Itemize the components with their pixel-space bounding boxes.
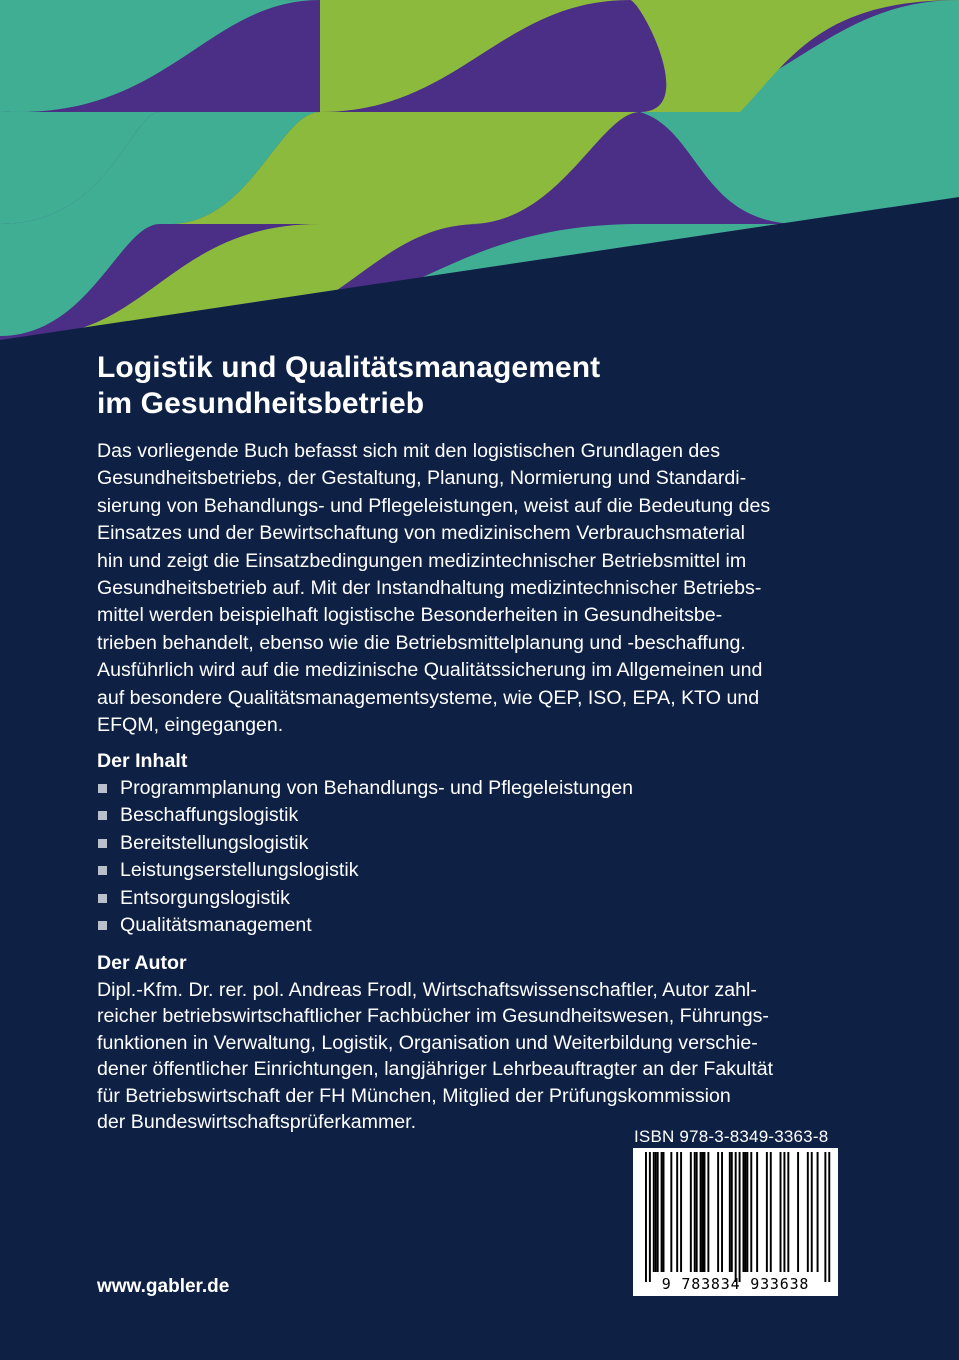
barcode-bar: [807, 1152, 809, 1272]
description-line: Gesundheitsbetriebs, der Gestaltung, Planung, Normierung und Standardi-: [97, 467, 747, 490]
barcode-bar: [783, 1152, 785, 1272]
contents-list-item: Qualitätsmanagement: [97, 912, 633, 939]
description-line: sierung von Behandlungs- und Pflegeleistungen, weist auf die Bedeutung des: [97, 494, 771, 517]
book-title: [97, 350, 600, 422]
barcode-bar: [731, 1152, 733, 1272]
author-bio-line: funktionen in Verwaltung, Logistik, Organisation und Weiterbildung verschie-: [97, 1031, 758, 1054]
barcode-bar: [743, 1152, 745, 1272]
description-line: trieben behandelt, ebenso wie die Betriebsmittelplanung und -beschaffung.: [97, 631, 746, 654]
barcode-bar: [661, 1152, 663, 1272]
barcode-digits: 9 783834 933638: [661, 1275, 810, 1293]
description-line: Gesundheitsbetrieb auf. Mit der Instandhaltung medizintechnischer Betriebs-: [97, 577, 762, 600]
book-title-line-1: Logistik und Qualitätsmanagement: [97, 351, 601, 384]
barcode-bar: [787, 1152, 789, 1272]
contents-heading: Der Inhalt: [97, 750, 188, 772]
barcode-bar: [676, 1152, 678, 1272]
barcode-bar: [690, 1152, 692, 1272]
contents-list-item: Beschaffungslogistik: [97, 802, 633, 829]
description-line: Einsatzes und der Bewirtschaftung von medizinischem Verbrauchsmaterial: [97, 522, 745, 545]
barcode-bar: [653, 1152, 655, 1272]
contents-list-item: Programmplanung von Behandlungs- und Pflegeleistungen: [97, 775, 633, 802]
barcode-bar: [680, 1152, 682, 1272]
barcode-bar: [744, 1152, 746, 1272]
barcode-bar: [750, 1152, 752, 1272]
barcode-bars: [633, 1148, 838, 1296]
barcode-bar: [766, 1152, 768, 1272]
barcode-bar: [746, 1152, 748, 1272]
isbn-barcode: [633, 1148, 838, 1296]
barcode-bar: [657, 1152, 659, 1272]
barcode-bar: [817, 1152, 819, 1272]
isbn-label: ISBN 978-3-8349-3363-8: [634, 1127, 829, 1146]
book-description: [97, 438, 877, 739]
description-line: mittel werden beispielhaft logistische Besonderheiten in Gesundheitsbe-: [97, 604, 723, 627]
book-title-line-2: im Gesundheitsbetrieb: [97, 387, 425, 420]
barcode-bar: [704, 1152, 706, 1272]
barcode-bar: [811, 1152, 813, 1272]
barcode-bar: [700, 1152, 702, 1272]
description-line: Das vorliegende Buch befasst sich mit den logistischen Grundlagen des: [97, 440, 721, 462]
description-line: EFQM, eingegangen.: [97, 714, 284, 737]
author-bio-line: reicher betriebswirtschaftlicher Fachbücher im Gesundheitswesen, Führungs-: [97, 1005, 769, 1028]
author-heading: Der Autor: [97, 952, 187, 974]
contents-list-item: Entsorgungslogistik: [97, 885, 633, 912]
barcode-bar: [756, 1152, 758, 1272]
barcode-bar: [717, 1152, 719, 1272]
publisher-website: www.gabler.de: [97, 1276, 230, 1297]
barcode-bar: [702, 1152, 704, 1272]
author-bio-line: dener öffentlicher Einrichtungen, langjähriger Lehrbeauftragter an der Fakultät: [97, 1058, 774, 1081]
contents-list-item: Bereitstellungslogistik: [97, 830, 633, 857]
barcode-bar: [797, 1152, 799, 1272]
barcode-bar: [696, 1152, 698, 1272]
geometric-pattern-banner: [0, 0, 959, 340]
contents-list: [97, 775, 633, 939]
author-bio-line: für Betriebswirtschaft der FH München, Mitglied der Prüfungskommission: [97, 1084, 731, 1107]
author-bio-line: Dipl.-Kfm. Dr. rer. pol. Andreas Frodl, Wirtschaftswissenschaftler, Autor zahl-: [97, 979, 757, 1001]
author-bio: [97, 977, 773, 1135]
barcode-bar: [735, 1152, 737, 1282]
barcode-bar: [770, 1152, 772, 1272]
description-line: hin und zeigt die Einsatzbedingungen medizintechnischer Betriebsmittel im: [97, 549, 747, 572]
barcode-bar: [780, 1152, 782, 1272]
barcode-bar: [670, 1152, 672, 1272]
barcode-bar: [721, 1152, 723, 1272]
barcode-bar: [663, 1152, 665, 1272]
description-line: Ausführlich wird auf die medizinische Qualitätssicherung im Allgemeinen und: [97, 659, 763, 682]
barcode-bar: [828, 1152, 830, 1282]
description-line: auf besondere Qualitätsmanagementsysteme, wie QEP, ISO, EPA, KTO und: [97, 686, 760, 709]
barcode-bar: [694, 1152, 696, 1272]
barcode-bar: [655, 1152, 657, 1272]
barcode-bar: [707, 1152, 709, 1272]
author-bio-line: der Bundeswirtschaftsprüferkammer.: [97, 1111, 417, 1134]
barcode-bar: [824, 1152, 826, 1282]
barcode-bar: [729, 1152, 731, 1272]
contents-list-item: Leistungserstellungslogistik: [97, 857, 633, 884]
barcode-bar: [739, 1152, 741, 1282]
barcode-bar: [649, 1152, 651, 1282]
barcode-bar: [645, 1152, 647, 1282]
